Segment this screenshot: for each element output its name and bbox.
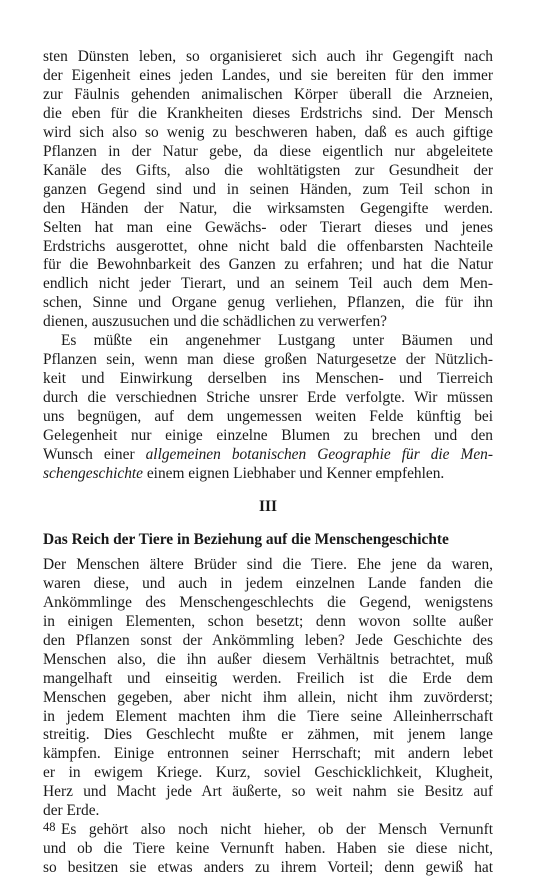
text-line: wird sich also so wenig zu beschweren haben, daß es auch giftige <box>43 123 493 141</box>
text-line: den Pflanzen sonst der Ankömmling leben? Jede Geschichte des <box>43 631 493 649</box>
text-line: Menschen also, die ihn außer diesem Verhältnis betrachtet, muß <box>43 650 493 668</box>
text-line: der Erde. <box>43 802 100 820</box>
text-line: Pflanzen in der Natur gebe, da diese eigentlich nur abgeleitete <box>43 142 493 160</box>
text-line: durch die verschiednen Striche unsrer Erde verfolgte. Wir müssen <box>43 389 493 407</box>
text-line: Herz und Macht jede Art äußerte, so weit nahm sie Besitz auf <box>43 783 493 801</box>
text-line: die eben für die Krankheiten dieses Erdstrichs sind. Der Mensch <box>43 104 493 122</box>
text-line: mangelhaft und einseitig werden. Freilich ist die Erde dem <box>43 669 493 687</box>
text-line: für die Bewohnbarkeit des Ganzen zu erfahren; und hat die Natur <box>43 256 493 274</box>
italic-title: schengeschichte <box>43 464 143 482</box>
section-title: Das Reich der Tiere in Beziehung auf die Menschengeschichte <box>43 531 449 549</box>
text-run: einem eignen Liebhaber und Kenner empfehlen. <box>143 464 445 482</box>
text-line: Ankömmlinge des Menschengeschlechts die Gegend, wenigstens <box>43 593 493 611</box>
text-line: streitig. Dies Geschlecht mußte er zähmen, mit jenem lange <box>43 726 493 744</box>
text-line: Es müßte ein angenehmer Lustgang unter Bäumen und <box>61 332 493 350</box>
text-line: so besitzen sie etwas anders zu ihrem Vorteil; denn gewiß hat <box>43 859 493 877</box>
text-line <box>43 445 493 465</box>
text-line: Erdstrichs ausgerottet, ohne nicht bald die offenbarsten Nachteile <box>43 237 493 255</box>
text-line: in einigen Elementen, schon besetzt; denn wovon sollte außer <box>43 612 493 630</box>
page-number: 48 <box>43 820 56 834</box>
text-line: uns begnügen, auf dem ungemessen weiten Felde künftig bei <box>43 408 493 425</box>
text-line <box>43 464 493 484</box>
text-line: Der Menschen ältere Brüder sind die Tiere. Ehe jene da waren, <box>43 555 493 573</box>
text-line: in jedem Element machten ihm die Tiere seine Alleinherrschaft <box>43 707 493 725</box>
section-number: III <box>259 498 277 516</box>
text-line: ganzen Gegend sind und in seinen Händen, zum Teil schon in <box>43 180 493 198</box>
text-line: den Händen der Natur, die wirksamsten Gegengifte werden. <box>43 199 493 217</box>
text-line: er in ewigem Kriege. Kurz, soviel Geschicklichkeit, Klugheit, <box>43 764 493 782</box>
text-line: sten Dünsten leben, so organisieret sich auch ihr Gegengift nach <box>43 48 493 65</box>
text-line: schen, Sinne und Organe genug verliehen, Pflanzen, die für ihn <box>43 294 493 312</box>
text-line: dienen, auszusuchen und die schädlichen zu verwerfen? <box>43 313 388 331</box>
text-line: Kanäle des Gifts, also die wohltätigsten zur Gesundheit der <box>43 161 493 179</box>
text-run: Wunsch einer <box>43 445 146 463</box>
text-line: Pflanzen sein, wenn man diese großen Naturgesetze der Nützlich- <box>43 351 493 369</box>
text-line: Es gehört also noch nicht hieher, ob der Mensch Vernunft <box>61 821 493 839</box>
text-line: Menschen gegeben, aber nicht ihm allein, nicht ihm zuvörderst; <box>43 688 493 706</box>
text-line: zur Fäulnis gehenden animalischen Körper überall die Arzneien, <box>43 85 493 103</box>
text-line: Selten hat man eine Gewächs- oder Tierart dieses und jenes <box>43 218 493 236</box>
text-line: keit und Einwirkung derselben ins Menschen- und Tierreich <box>43 370 493 388</box>
text-line: waren diese, und auch in jedem einzelnen Lande fanden die <box>43 574 493 592</box>
text-line: und ob die Tiere keine Vernunft haben. Haben sie diese nicht, <box>43 840 493 858</box>
text-line: kämpfen. Einige entronnen seiner Herrschaft; mit andern lebet <box>43 745 493 763</box>
text-line: der Eigenheit eines jeden Landes, und sie bereiten für den immer <box>43 66 493 84</box>
text-line: Gelegenheit nur einige einzelne Blumen zu brechen und den <box>43 427 493 444</box>
italic-title: allgemeinen botanischen Geographie für die Men- <box>145 445 493 463</box>
text-line: endlich nicht jeder Tierart, und an seinem Teil auch dem Men- <box>43 275 493 293</box>
